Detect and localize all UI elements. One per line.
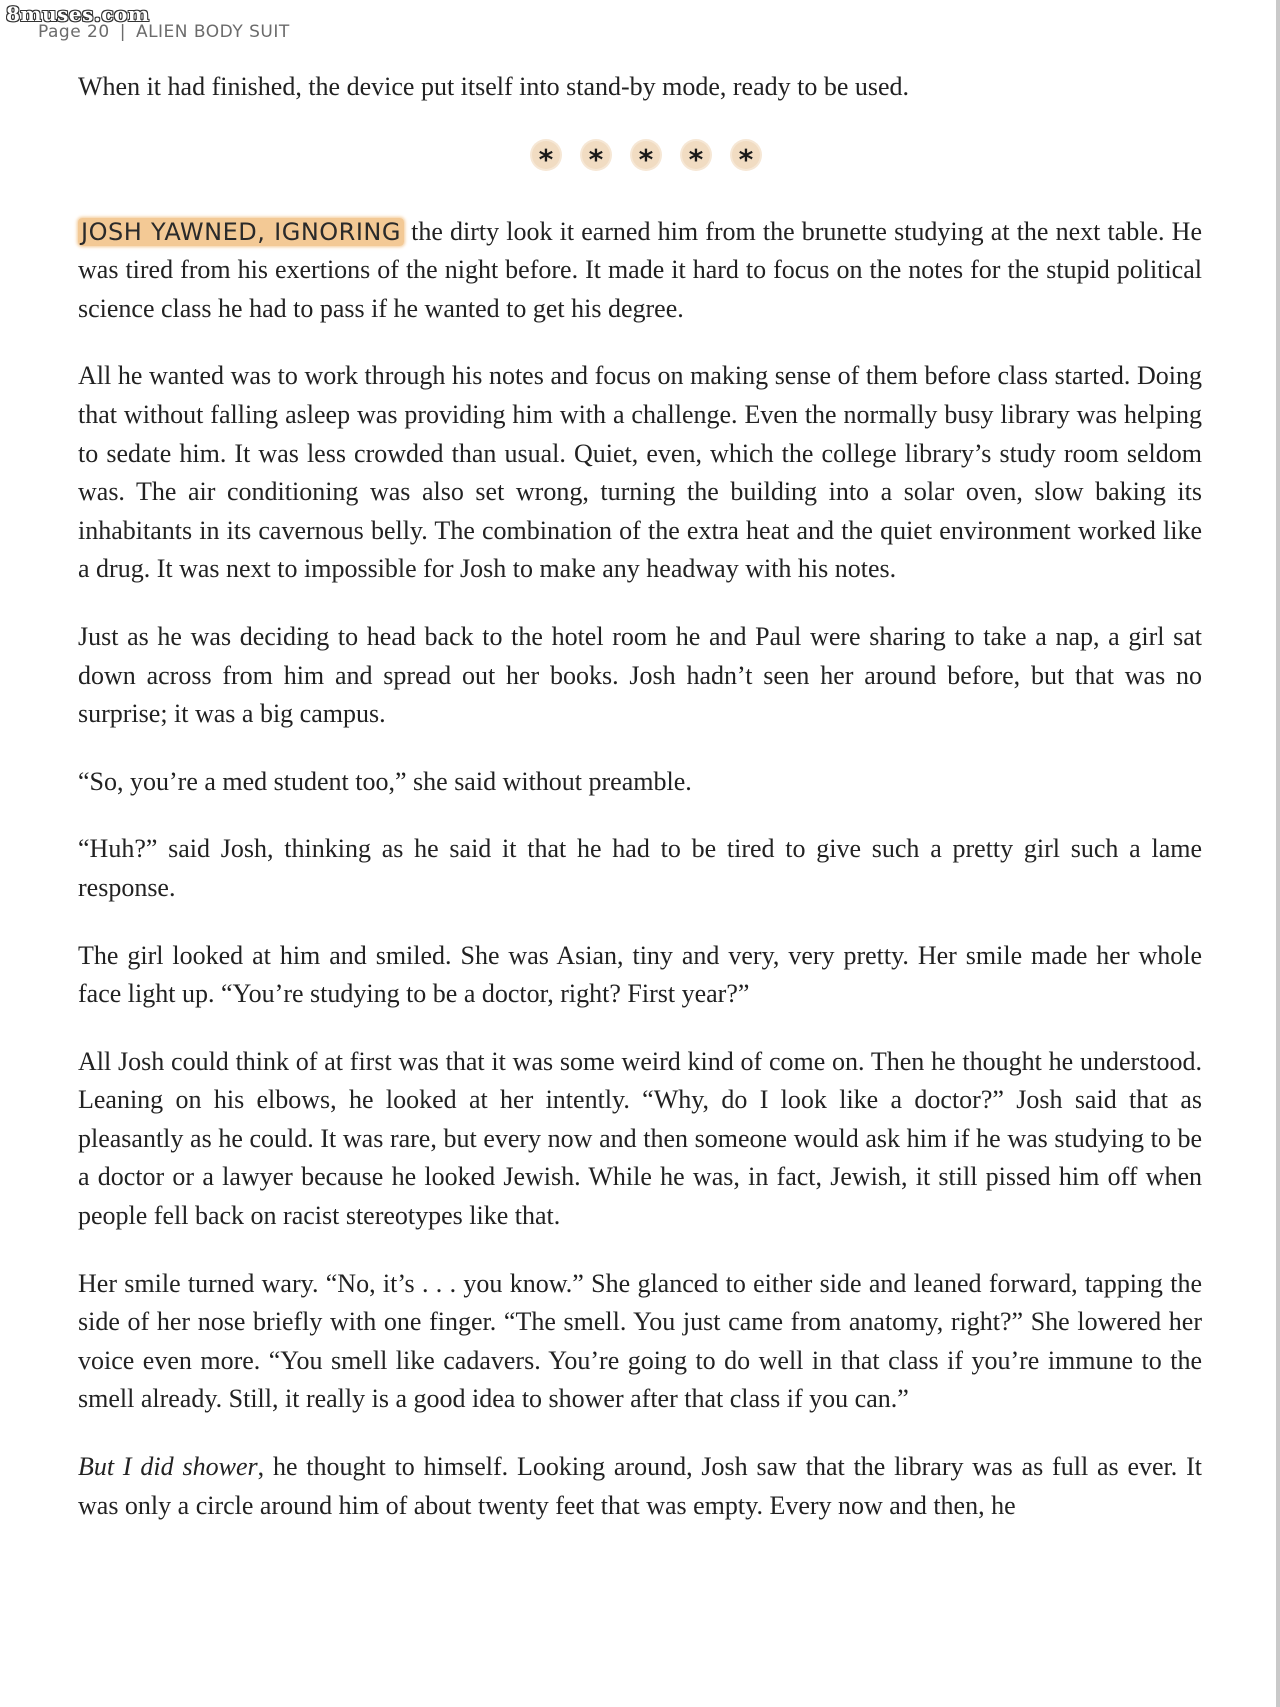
asterisk-glyph: * [538,142,554,176]
paragraph: All Josh could think of at first was that it was some weird kind of come on. Then he thought he understood. Leaning on his elbows, he looked at her intently. “Why, do I look like a doctor?” Josh said that as pleasantly as he could. It was rare, but every now and then someone would ask him if he was studying to be a doctor or a lawyer because he looked Jewish. While he was, in fact, Jewish, it still pissed him off when people fell back on racist stereotypes like that. [78,1046,1202,1231]
asterisk-glyph: * [638,142,654,176]
asterisk-ornament [532,141,560,176]
header-separator: | [119,22,126,42]
paragraph-text: , he thought to himself. Looking around, Josh saw that the library was as full as ever. It was only a circle around him of about twenty feet that was empty. Every now and then, he [78,1452,1202,1520]
paragraph-text: the dirty look it earned him from the brunette studying at the next table. He was tired from his exertions of the night before. It made it hard to focus on the notes for the stupid political science class he had to pass if he wanted to get his degree. [78,216,1202,323]
asterisk-glyph: * [688,142,704,176]
paragraph: “So, you’re a med student too,” she said without preamble. [78,766,692,796]
paragraph: Just as he was deciding to head back to the hotel room he and Paul were sharing to take a nap, a girl sat down across from him and spread out her books. Josh hadn’t seen her around before, but that was no surprise; it was a big campus. [78,621,1202,729]
page-number: Page 20 [38,22,110,42]
running-header [38,22,290,42]
page-body [78,68,1202,1554]
paragraph: Her smile turned wary. “No, it’s . . . you know.” She glanced to either side and leaned forward, tapping the side of her nose briefly with one finger. “The smell. You just came from anatomy, right?” She lowered her voice even more. “You smell like cadavers. You’re going to do well in that class if you’re immune to the smell already. Still, it really is a good idea to shower after that class if you can.” [78,1268,1202,1414]
section-break [90,141,1202,176]
asterisk-ornament [682,141,710,176]
book-title: ALIEN BODY SUIT [135,22,290,42]
paragraph: “Huh?” said Josh, thinking as he said it that he had to be tired to give such a pretty girl such a lame response. [78,834,1202,902]
paragraph [78,213,1202,329]
site-watermark: 8muses.com [6,2,150,26]
paragraph: The girl looked at him and smiled. She was Asian, tiny and very, very pretty. Her smile made her whole face light up. “You’re studying to be a doctor, right? First year?” [78,940,1202,1009]
asterisk-glyph: * [588,142,604,176]
paragraph: When it had finished, the device put itself into stand-by mode, ready to be used. [78,72,910,101]
italic-thought: But I did shower [78,1452,258,1482]
asterisk-glyph: * [738,142,754,176]
asterisk-ornament [732,141,760,176]
paragraph [78,1448,1202,1525]
asterisk-ornament [582,141,610,176]
paragraph: All he wanted was to work through his notes and focus on making sense of them before class started. Doing that without falling asleep was providing him with a challenge. Even the normally busy library was helping to sedate him. It was less crowded than usual. Quiet, even, which the college library’s study room seldom was. The air conditioning was also set wrong, turning the building into a solar oven, slow baking its inhabitants in its cavernous belly. The combination of the extra heat and the quiet environment worked like a drug. It was next to impossible for Josh to make any headway with his notes. [78,361,1202,584]
asterisk-ornament [632,141,660,176]
page-edge-shadow [1276,0,1280,1707]
chapter-lead-in: JOSH YAWNED, IGNORING [78,218,404,246]
